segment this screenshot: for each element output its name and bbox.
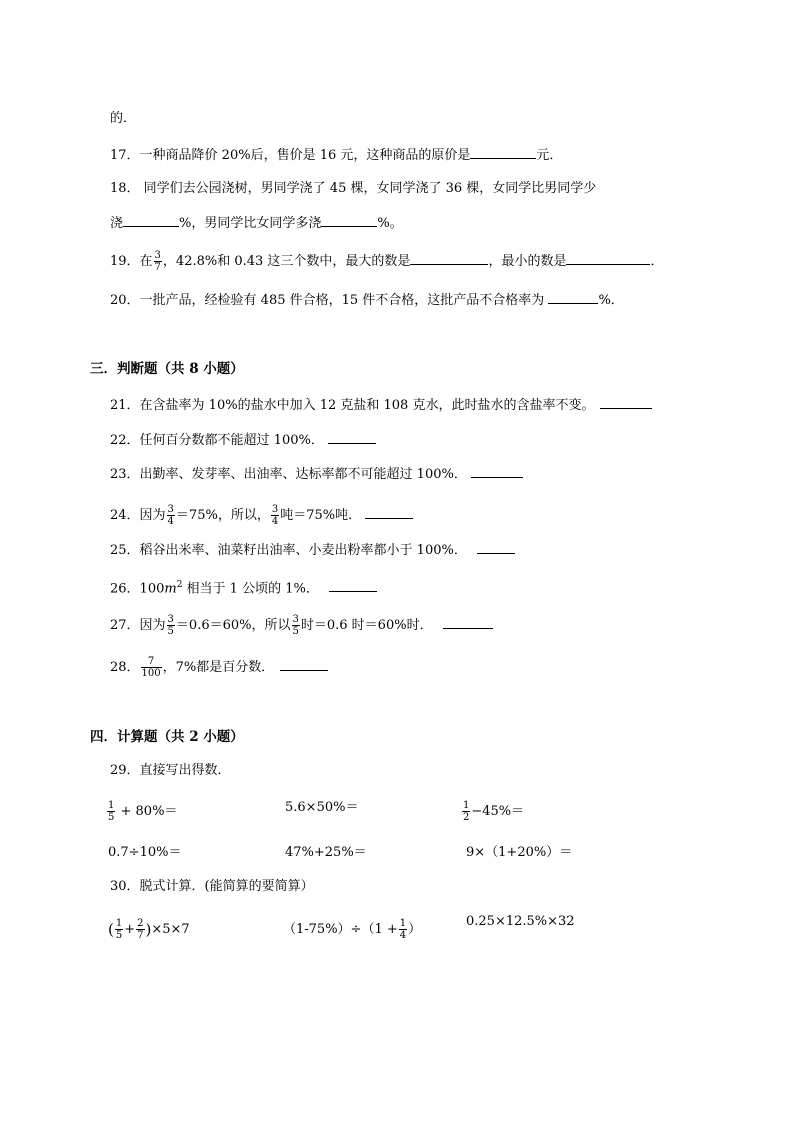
- q19-text-b: ，最小的数是: [488, 254, 567, 269]
- fraction-numerator: 7: [141, 656, 162, 668]
- q19-text-c: ．: [650, 254, 664, 269]
- q19-fraction: [154, 250, 162, 273]
- q27-answer-blank[interactable]: [443, 616, 493, 629]
- q27-text-c: 时＝0.6 时＝60%时．: [300, 618, 433, 633]
- question-30: 30．脱式计算．(能简算的要简算）: [110, 879, 314, 894]
- q26-text-a: 26．100: [110, 581, 165, 597]
- fraction-denominator: 5: [108, 812, 115, 823]
- q18-answer-blank-1[interactable]: [123, 214, 179, 227]
- calc-item-5: 47%+25%＝: [285, 845, 367, 860]
- calc-3-rest: −45%＝: [471, 804, 525, 819]
- expr-1-fraction-2: [136, 918, 144, 941]
- q28-fraction: [141, 656, 162, 679]
- q28-text-a: 28．: [110, 660, 140, 675]
- expr-item-3: 0.25×12.5%×32: [466, 914, 575, 929]
- expr-1-plus: +: [124, 922, 136, 937]
- q22-answer-blank[interactable]: [328, 431, 376, 444]
- question-22: [110, 431, 376, 450]
- q26-answer-blank[interactable]: [329, 579, 377, 592]
- calc-item-6: 9×（1+20%）＝: [466, 845, 573, 860]
- q27-text-b: ＝0.6＝60%，所以: [175, 618, 291, 633]
- q18-text: 18． 同学们去公园浇树，男同学浇了 45 棵，女同学浇了 36 棵，女同学比男同学少: [110, 181, 597, 196]
- question-17: [110, 146, 562, 165]
- question-18-cont: [110, 214, 403, 233]
- q28-text-b: ，7%都是百分数．: [162, 660, 275, 675]
- expr-2-text-a: （1-75%）÷（1 +: [283, 922, 398, 937]
- section-3-heading: 三．判断题（共 8 小题）: [90, 361, 244, 377]
- q27-fraction-1: [167, 614, 175, 637]
- q18-text-b: 浇: [110, 216, 124, 231]
- calc-1-rest: + 80%＝: [116, 804, 178, 819]
- q26-text-b: 相当于 1 公顷的 1%．: [182, 581, 319, 597]
- calc-item-3: [461, 800, 524, 823]
- fraction-denominator: 7: [137, 930, 144, 941]
- q17-text: 17．一种商品降价 20%后，售价是 16 元，这种商品的原价是: [110, 148, 471, 163]
- expr-1-rest: ×5×7: [151, 922, 190, 937]
- q24-fraction-2: [271, 504, 279, 527]
- q25-answer-blank[interactable]: [477, 541, 515, 554]
- q24-answer-blank[interactable]: [365, 506, 413, 519]
- fraction-numerator: 3: [167, 504, 174, 515]
- fraction-denominator: 4: [271, 516, 279, 527]
- fraction-numerator: 3: [167, 614, 174, 625]
- question-25: [110, 541, 515, 560]
- fraction-numerator: 1: [399, 918, 407, 929]
- fraction-denominator: 4: [167, 516, 174, 527]
- fraction-denominator: 5: [292, 626, 299, 637]
- q24-text-c: 吨＝75%吨．: [280, 508, 362, 523]
- question-23: [110, 465, 523, 484]
- question-28: [110, 656, 328, 679]
- left-paren: (: [108, 920, 114, 939]
- section-4-heading: 四．计算题（共 2 小题）: [90, 729, 244, 745]
- q24-fraction-1: [167, 504, 175, 527]
- expr-item-2: [283, 918, 421, 941]
- q23-text: 23．出勤率、发芽率、出油率、达标率都不可能超过 100%．: [110, 467, 467, 482]
- fraction-denominator: 2: [463, 812, 470, 823]
- q20-unit: %．: [598, 293, 624, 308]
- question-27: [110, 614, 493, 637]
- expr-1-fraction-1: [115, 918, 123, 941]
- q21-text: 21．在含盐率为 10%的盐水中加入 12 克盐和 108 克水，此时盐水的含盐率不变。: [110, 398, 595, 413]
- fraction-numerator: 3: [292, 614, 299, 625]
- q23-answer-blank[interactable]: [471, 465, 523, 478]
- question-18: [110, 180, 596, 198]
- calc-3-fraction: [462, 800, 470, 823]
- calc-1-fraction: [107, 800, 115, 823]
- q24-text-b: ＝75%，所以，: [175, 508, 270, 523]
- q26-unit-exp: 2: [176, 580, 183, 590]
- q18-text-d: %。: [377, 216, 403, 231]
- q27-text-a: 27．因为: [110, 618, 166, 633]
- expr-item-1: [108, 918, 190, 941]
- q18-answer-blank-2[interactable]: [321, 214, 377, 227]
- q19-answer-blank-2[interactable]: [566, 252, 650, 265]
- fraction-numerator: 3: [271, 504, 279, 515]
- q26-unit-m: m: [164, 581, 177, 597]
- calc-item-1: [106, 800, 177, 823]
- question-20: [110, 291, 624, 310]
- q17-unit: 元．: [536, 148, 563, 163]
- q17-answer-blank[interactable]: [470, 146, 536, 159]
- right-paren: ): [145, 920, 152, 939]
- q18-text-c: %，男同学比女同学多浇: [179, 216, 322, 231]
- q27-fraction-2: [292, 614, 300, 637]
- fraction-numerator: 2: [137, 918, 144, 929]
- question-21: [110, 396, 652, 415]
- expr-2-fraction: [399, 918, 407, 941]
- fraction-numerator: 1: [115, 918, 123, 929]
- fraction-numerator: 1: [463, 800, 470, 811]
- q28-answer-blank[interactable]: [280, 658, 328, 671]
- question-26: [110, 576, 377, 598]
- q20-answer-blank[interactable]: [548, 291, 598, 304]
- expr-2-text-b: ）: [408, 922, 422, 937]
- carry-over-text: 的．: [110, 111, 137, 126]
- fraction-denominator: 5: [167, 626, 174, 637]
- q21-answer-blank[interactable]: [600, 396, 652, 409]
- q22-text: 22．任何百分数都不能超过 100%．: [110, 433, 324, 448]
- q19-text-num: 19．在: [110, 254, 153, 269]
- fraction-numerator: 3: [154, 250, 161, 261]
- q20-text: 20．一批产品，经检验有 485 件合格，15 件不合格，这批产品不合格率为: [110, 293, 545, 308]
- q25-text: 25．稻谷出米率、油菜籽出油率、小麦出粉率都小于 100%．: [110, 543, 467, 558]
- fraction-denominator: 7: [154, 262, 161, 273]
- calc-item-4: 0.7÷10%＝: [108, 845, 182, 860]
- q19-answer-blank-1[interactable]: [410, 252, 488, 265]
- question-29: 29．直接写出得数．: [110, 763, 231, 778]
- fraction-denominator: 100: [141, 668, 161, 679]
- calc-item-2: 5.6×50%＝: [285, 800, 359, 815]
- q24-text-a: 24．因为: [110, 508, 166, 523]
- question-24: [110, 504, 413, 527]
- fraction-numerator: 1: [108, 800, 115, 811]
- fraction-denominator: 4: [399, 930, 407, 941]
- question-19: [110, 250, 663, 273]
- fraction-denominator: 5: [115, 930, 123, 941]
- q19-text-a: ，42.8%和 0.43 这三个数中，最大的数是: [162, 254, 411, 269]
